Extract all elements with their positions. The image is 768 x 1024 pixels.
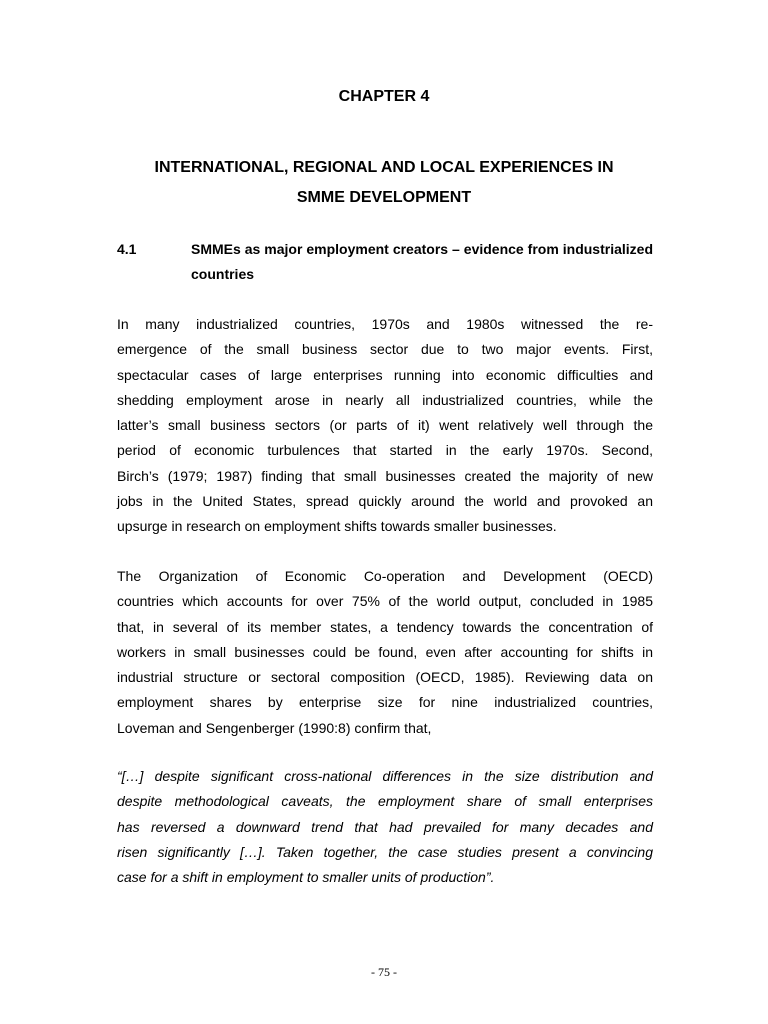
quote-line: “[…] despite significant cross-national differences in the size distribution and [117,768,653,784]
paragraph-line: upsurge in research on employment shifts towards smaller businesses. [117,518,557,535]
chapter-label: CHAPTER 4 [338,88,430,105]
section-title: SMMEs as major employment creators – evidence from industrialized countries [191,241,653,282]
paragraph-line: industrial structure or sectoral composition (OECD, 1985). Reviewing data on [117,669,653,686]
chapter-title-line: INTERNATIONAL, REGIONAL AND LOCAL EXPERIENCES IN [154,159,614,176]
paragraph-line: The Organization of Economic Co-operation and Development (OECD) [117,568,653,584]
block-quote [117,764,653,890]
paragraph-line: Loveman and Sengenberger (1990:8) confirm that, [117,719,432,736]
paragraph-line: jobs in the United States, spread quickly around the world and provoked an [117,493,653,510]
section-number: 4.1 [117,241,137,257]
paragraph-line: period of economic turbulences that started in the early 1970s. Second, [117,442,653,459]
body-paragraph [117,312,653,540]
paragraph-line: workers in small businesses could be found, even after accounting for shifts in [117,643,653,660]
chapter-title-line: SMME DEVELOPMENT [296,189,472,206]
section-heading [117,237,653,287]
paragraph-line: spectacular cases of large enterprises running into economic difficulties and [117,366,653,383]
quote-line: risen significantly […]. Taken together, the case studies present a convincing [117,843,653,860]
body-paragraph [117,564,653,741]
paragraph-line: shedding employment arose in nearly all industrialized countries, while the [117,391,653,408]
paragraph-line: emergence of the small business sector due to two major events. First, [117,341,653,358]
quote-line: despite methodological caveats, the employment share of small enterprises [117,793,653,810]
page-number: - 75 - [371,965,397,979]
quote-line: has reversed a downward trend that had prevailed for many decades and [117,818,653,835]
paragraph-line: countries which accounts for over 75% of the world output, concluded in 1985 [117,593,653,610]
paragraph-line: In many industrialized countries, 1970s and 1980s witnessed the re- [117,316,653,332]
paragraph-line: that, in several of its member states, a tendency towards the concentration of [117,618,653,635]
paragraph-line: Birch’s (1979; 1987) finding that small businesses created the majority of new [117,467,653,484]
chapter-title [104,153,664,213]
paragraph-line: latter’s small business sectors (or parts of it) went relatively well through the [117,417,653,434]
paragraph-line: employment shares by enterprise size for nine industrialized countries, [117,694,653,711]
quote-line: case for a shift in employment to smaller units of production”. [117,869,495,886]
